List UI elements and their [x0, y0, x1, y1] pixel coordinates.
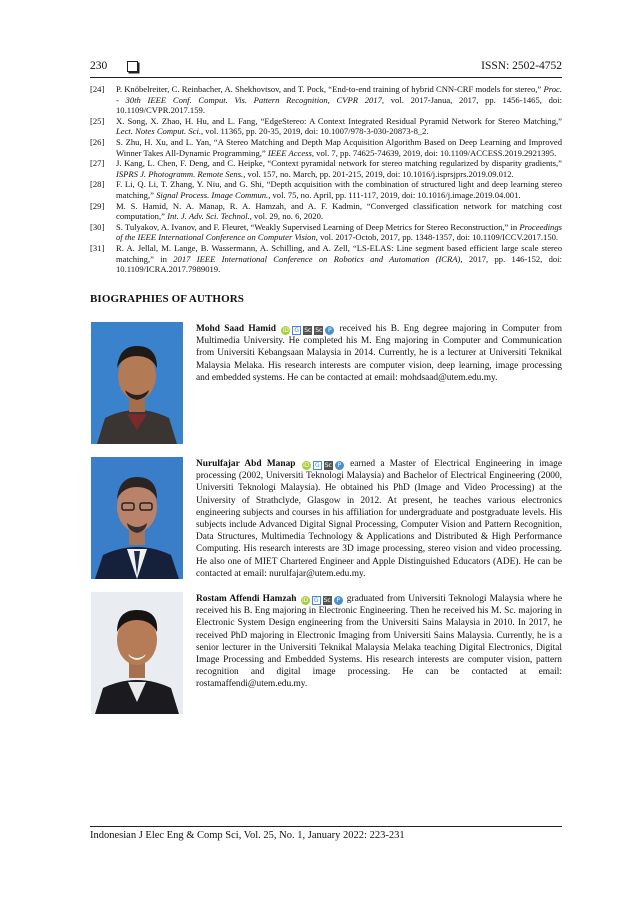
reference-item: [24] P. Knöbelreiter, C. Reinbacher, A. Shekhovtsov, and T. Pock, “End-to-end training of hybrid CNN-CRF models for stereo,” Proc. - 30th IEEE Conf. Comput. Vis. Pattern Recognition, CVPR 2017, vol. 2017-Janua, 2017, pp. 1456-1465, doi: 10.1109/CVPR.2017.159. — [90, 84, 562, 116]
author-photo — [91, 592, 183, 714]
google-scholar-icon[interactable]: G — [292, 326, 301, 335]
scopus-icon[interactable]: Sc — [324, 462, 332, 469]
publons-icon[interactable]: P — [325, 326, 334, 335]
references-list — [90, 84, 562, 275]
scopus-icon[interactable]: Sc — [323, 597, 331, 604]
google-scholar-icon[interactable]: G — [312, 596, 321, 605]
author-name: Nurulfajar Abd Manap — [196, 459, 296, 469]
page-header — [90, 57, 562, 77]
author-bio-text: earned a Master of Electrical Engineering in image processing (2002, Universiti Teknologi Malaysia) and Bachelor of Electrical Engineering (2000, Universiti Teknologi Malaysia). He obtained his PhD (Image and Video Processing) at the University of Strathclyde, Glasgow in 2012. At present, he teaches various electronics engineering subjects and courses in his affiliation for undergraduate and postgraduate levels. His subjects include Advanced Digital Signal Processing, Computer Vision and Pattern Recognition, Data Structures, Multimedia Technology & Applications and Distributed & High Performance Computing. His research interests are 3D image processing, stereo vision and video processing. He also one of MIET Chartered Engineer and Apple Distinguished Educators (ADE). He can be contacted at email: nurulfajar@utem.edu.my. — [196, 459, 563, 579]
author-name: Rostam Affendi Hamzah — [196, 594, 297, 604]
issn: ISSN: 2502-4752 — [481, 60, 562, 72]
scopus-icon[interactable]: Sc — [315, 327, 323, 334]
reference-item: [27] J. Kang, L. Chen, F. Deng, and C. Heipke, “Context pyramidal network for stereo matching regularized by disparity gradients,” ISPRS J. Photogramm. Remote Sens., vol. 157, no. March, pp. 201-215, 2019, doi: 10.1016/j.isprsjprs.2019.09.012. — [90, 158, 562, 179]
orcid-icon[interactable]: iD — [303, 462, 310, 469]
reference-item: [30] S. Tulyakov, A. Ivanov, and F. Fleuret, “Weakly Supervised Learning of Deep Metrics for Stereo Reconstruction,” in Proceedings of the IEEE International Conference on Computer Vision, vol. 2017-Octob, 2017, pp. 1348-1357, doi: 10.1109/ICCV.2017.150. — [90, 221, 562, 243]
reference-item: [29] M. S. Hamid, N. A. Manap, R. A. Hamzah, and A. F. Kadmin, “Converged classification network for matching cost computation,” Int. J. Adv. Sci. Technol., vol. 29, no. 6, 2020. — [90, 200, 562, 222]
scopus-icon[interactable]: Sc — [304, 327, 312, 334]
reference-item: [28] F. Li, Q. Li, T. Zhang, Y. Niu, and G. Shi, “Depth acquisition with the combination of structured light and deep learning stereo matching,” Signal Process. Image Commun., vol. 75, no. April, pp. 111-117, 2019, doi: 10.1016/j.image.2019.04.001. — [90, 179, 562, 200]
author-bio-text: received his B. Eng degree majoring in Computer from Multimedia University. He completed his M. Eng majoring in Computer and Communication from Universiti Kebangsaan Malaysia in 2014. Currently, he is a lecturer at Universiti Teknikal Malaysia Melaka. His research interests are computer vision, deep learning, image processing and embedded systems. He can be contacted at email: mohdsaad@utem.edu.my. — [196, 324, 563, 383]
author-photo — [91, 322, 183, 444]
google-scholar-icon[interactable]: G — [313, 461, 322, 470]
author-bio-text: graduated from Universiti Teknologi Malaysia where he received his B. Eng majoring in Electronic Engineering. Then he received his M. Sc. majoring in Electronic System Design engineering from the Universiti Sains Malaysia in 2010. In 2017, he received PhD majoring in Electronic Imaging from Universiti Sains Malaysia. Currently, he is a senior lecturer in the Universiti Teknikal Malaysia Melaka teaching Digital Electronics, Digital Image Processing and Embedded Systems. His research interests are computer vision, pattern recognition and digital image processing. He can be contacted at email: rostamaffendi@utem.edu.my. — [196, 594, 562, 690]
publons-icon[interactable]: P — [334, 596, 343, 605]
reference-item: [31] R. A. Jellal, M. Lange, B. Wassermann, A. Schilling, and A. Zell, “LS-ELAS: Line segment based efficient large scale stereo matching,” in 2017 IEEE International Conference on Robotics and Automation (ICRA), 2017, pp. 146-152, doi: 10.1109/ICRA.2017.7989019. — [90, 242, 562, 275]
header-rule — [90, 77, 562, 78]
page-footer: Indonesian J Elec Eng & Comp Sci, Vol. 25, No. 1, January 2022: 223-231 — [90, 830, 405, 841]
reference-item: [25] X. Song, X. Zhao, H. Hu, and L. Fang, “EdgeStereo: A Context Integrated Residual Pyramid Network for Stereo Matching,” Lect. Notes Comput. Sci., vol. 11365, pp. 20-35, 2019, doi: 10.1007/978-3-030-20873-8_2. — [90, 115, 562, 137]
orcid-icon[interactable]: iD — [301, 597, 309, 604]
author-bio — [196, 323, 562, 384]
author-bio — [196, 458, 562, 580]
author-photo — [91, 457, 183, 579]
orcid-icon[interactable]: iD — [282, 327, 289, 334]
square-icon — [127, 61, 138, 72]
reference-item: [26] S. Zhu, H. Xu, and L. Yan, “A Stereo Matching and Depth Map Acquisition Algorithm Based on Deep Learning and Improved Winner Takes All-Dynamic Programming,” IEEE Access, vol. 7, pp. 74625-74639, 2019, doi: 10.1109/ACCESS.2019.2921395. — [90, 136, 562, 158]
biographies-heading: BIOGRAPHIES OF AUTHORS — [90, 293, 244, 305]
page-number: 230 — [90, 60, 108, 72]
publons-icon[interactable]: P — [335, 461, 344, 470]
author-bio — [196, 593, 562, 691]
author-name: Mohd Saad Hamid — [196, 324, 276, 334]
footer-rule — [90, 826, 562, 827]
